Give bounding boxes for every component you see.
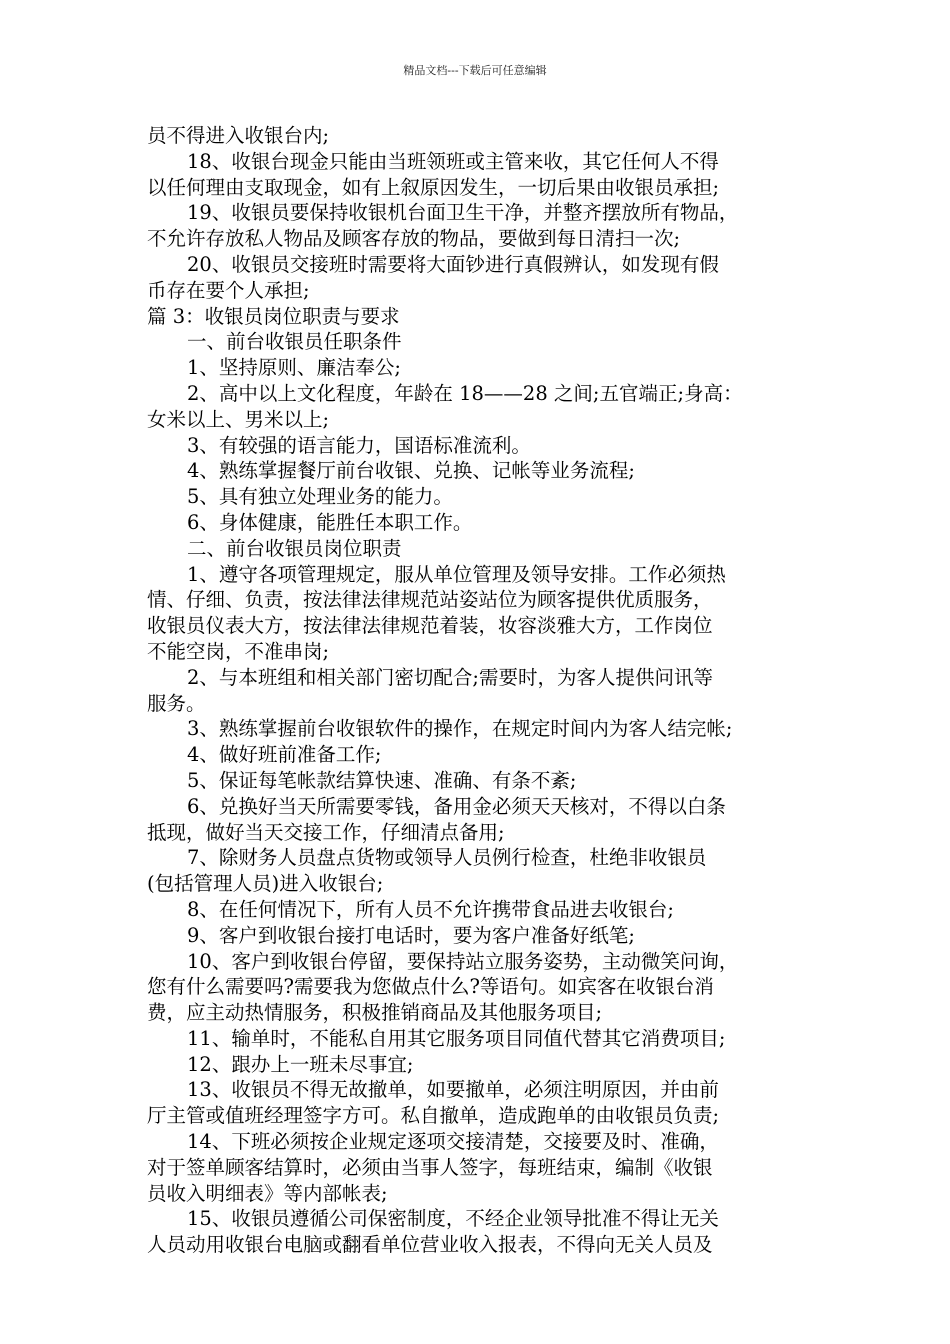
text-line: 情、仔细、负责，按法律法律规范站姿站位为顾客提供优质服务， bbox=[147, 588, 713, 612]
text-line: 4、熟练掌握餐厅前台收银、兑换、记帐等业务流程; bbox=[187, 459, 635, 483]
text-line: 5、具有独立处理业务的能力。 bbox=[187, 485, 453, 509]
text-line: 15、收银员遵循公司保密制度，不经企业领导批准不得让无关 bbox=[187, 1207, 719, 1231]
text-line: 19、收银员要保持收银机台面卫生干净，并整齐摆放所有物品， bbox=[187, 201, 739, 225]
text-line: 12、跟办上一班未尽事宜; bbox=[187, 1052, 414, 1076]
text-line: 不能空岗，不准串岗; bbox=[147, 639, 330, 663]
text-line: 以任何理由支取现金，如有上叙原因发生，一切后果由收银员承担; bbox=[147, 175, 720, 199]
text-line: 对于签单顾客结算时，必须由当事人签字，每班结束，编制《收银 bbox=[147, 1155, 713, 1179]
text-line: 1、遵守各项管理规定，服从单位管理及领导安排。工作必须热 bbox=[187, 562, 726, 586]
text-line: 6、兑换好当天所需要零钱，备用金必须天天核对，不得以白条 bbox=[187, 794, 726, 818]
document-body bbox=[147, 123, 827, 1258]
text-line: 不允许存放私人物品及顾客存放的物品，要做到每日清扫一次; bbox=[147, 227, 681, 251]
text-line: 1、坚持原则、廉洁奉公; bbox=[187, 356, 401, 380]
text-line: 2、高中以上文化程度，年龄在 18——28 之间;五官端正;身高： bbox=[187, 381, 743, 405]
text-line: 厅主管或值班经理签字方可。私自撤单，造成跑单的由收银员负责; bbox=[147, 1104, 720, 1128]
text-line: 女米以上、男米以上; bbox=[147, 407, 330, 431]
text-line: 9、客户到收银台接打电话时，要为客户准备好纸笔; bbox=[187, 923, 635, 947]
text-line: 收银员仪表大方，按法律法律规范着装，妆容淡雅大方，工作岗位 bbox=[147, 614, 713, 638]
text-line: 8、在任何情况下，所有人员不允许携带食品进去收银台; bbox=[187, 897, 674, 921]
text-line: 7、除财务人员盘点货物或领导人员例行检查，杜绝非收银员 bbox=[187, 846, 707, 870]
text-line: 2、与本班组和相关部门密切配合;需要时，为客人提供问讯等 bbox=[187, 665, 713, 689]
text-line: 一、前台收银员任职条件 bbox=[187, 330, 402, 354]
text-line: 10、客户到收银台停留，要保持站立服务姿势，主动微笑问询， bbox=[187, 949, 739, 973]
text-line: (包括管理人员)进入收银台; bbox=[147, 872, 384, 896]
text-line: 20、收银员交接班时需要将大面钞进行真假辨认，如发现有假 bbox=[187, 252, 719, 276]
text-line: 5、保证每笔帐款结算快速、准确、有条不紊; bbox=[187, 768, 577, 792]
text-line: 您有什么需要吗?需要我为您做点什么?等语句。如宾客在收银台消 bbox=[147, 975, 714, 999]
text-line: 服务。 bbox=[147, 691, 206, 715]
text-line: 篇 3：收银员岗位职责与要求 bbox=[147, 304, 400, 328]
text-line: 员收入明细表》等内部帐表; bbox=[147, 1181, 388, 1205]
text-line: 3、有较强的语言能力，国语标准流利。 bbox=[187, 433, 531, 457]
text-line: 13、收银员不得无故撤单，如要撤单，必须注明原因，并由前 bbox=[187, 1078, 719, 1102]
text-line: 11、输单时，不能私自用其它服务项目同值代替其它消费项目; bbox=[187, 1026, 726, 1050]
text-line: 4、做好班前准备工作; bbox=[187, 743, 382, 767]
text-line: 费，应主动热情服务，积极推销商品及其他服务项目; bbox=[147, 1001, 603, 1025]
text-line: 币存在要个人承担; bbox=[147, 278, 310, 302]
text-line: 抵现，做好当天交接工作，仔细清点备用; bbox=[147, 820, 505, 844]
text-line: 18、收银台现金只能由当班领班或主管来收，其它任何人不得 bbox=[187, 149, 719, 173]
text-line: 3、熟练掌握前台收银软件的操作，在规定时间内为客人结完帐; bbox=[187, 717, 733, 741]
text-line: 人员动用收银台电脑或翻看单位营业收入报表，不得向无关人员及 bbox=[147, 1233, 713, 1257]
text-line: 员不得进入收银台内; bbox=[147, 124, 330, 147]
text-line: 14、下班必须按企业规定逐项交接清楚，交接要及时、准确， bbox=[187, 1130, 719, 1154]
text-line: 二、前台收银员岗位职责 bbox=[187, 536, 402, 560]
text-line: 6、身体健康，能胜任本职工作。 bbox=[187, 510, 473, 534]
page-header: 精品文档---下载后可任意编辑 bbox=[403, 64, 547, 77]
